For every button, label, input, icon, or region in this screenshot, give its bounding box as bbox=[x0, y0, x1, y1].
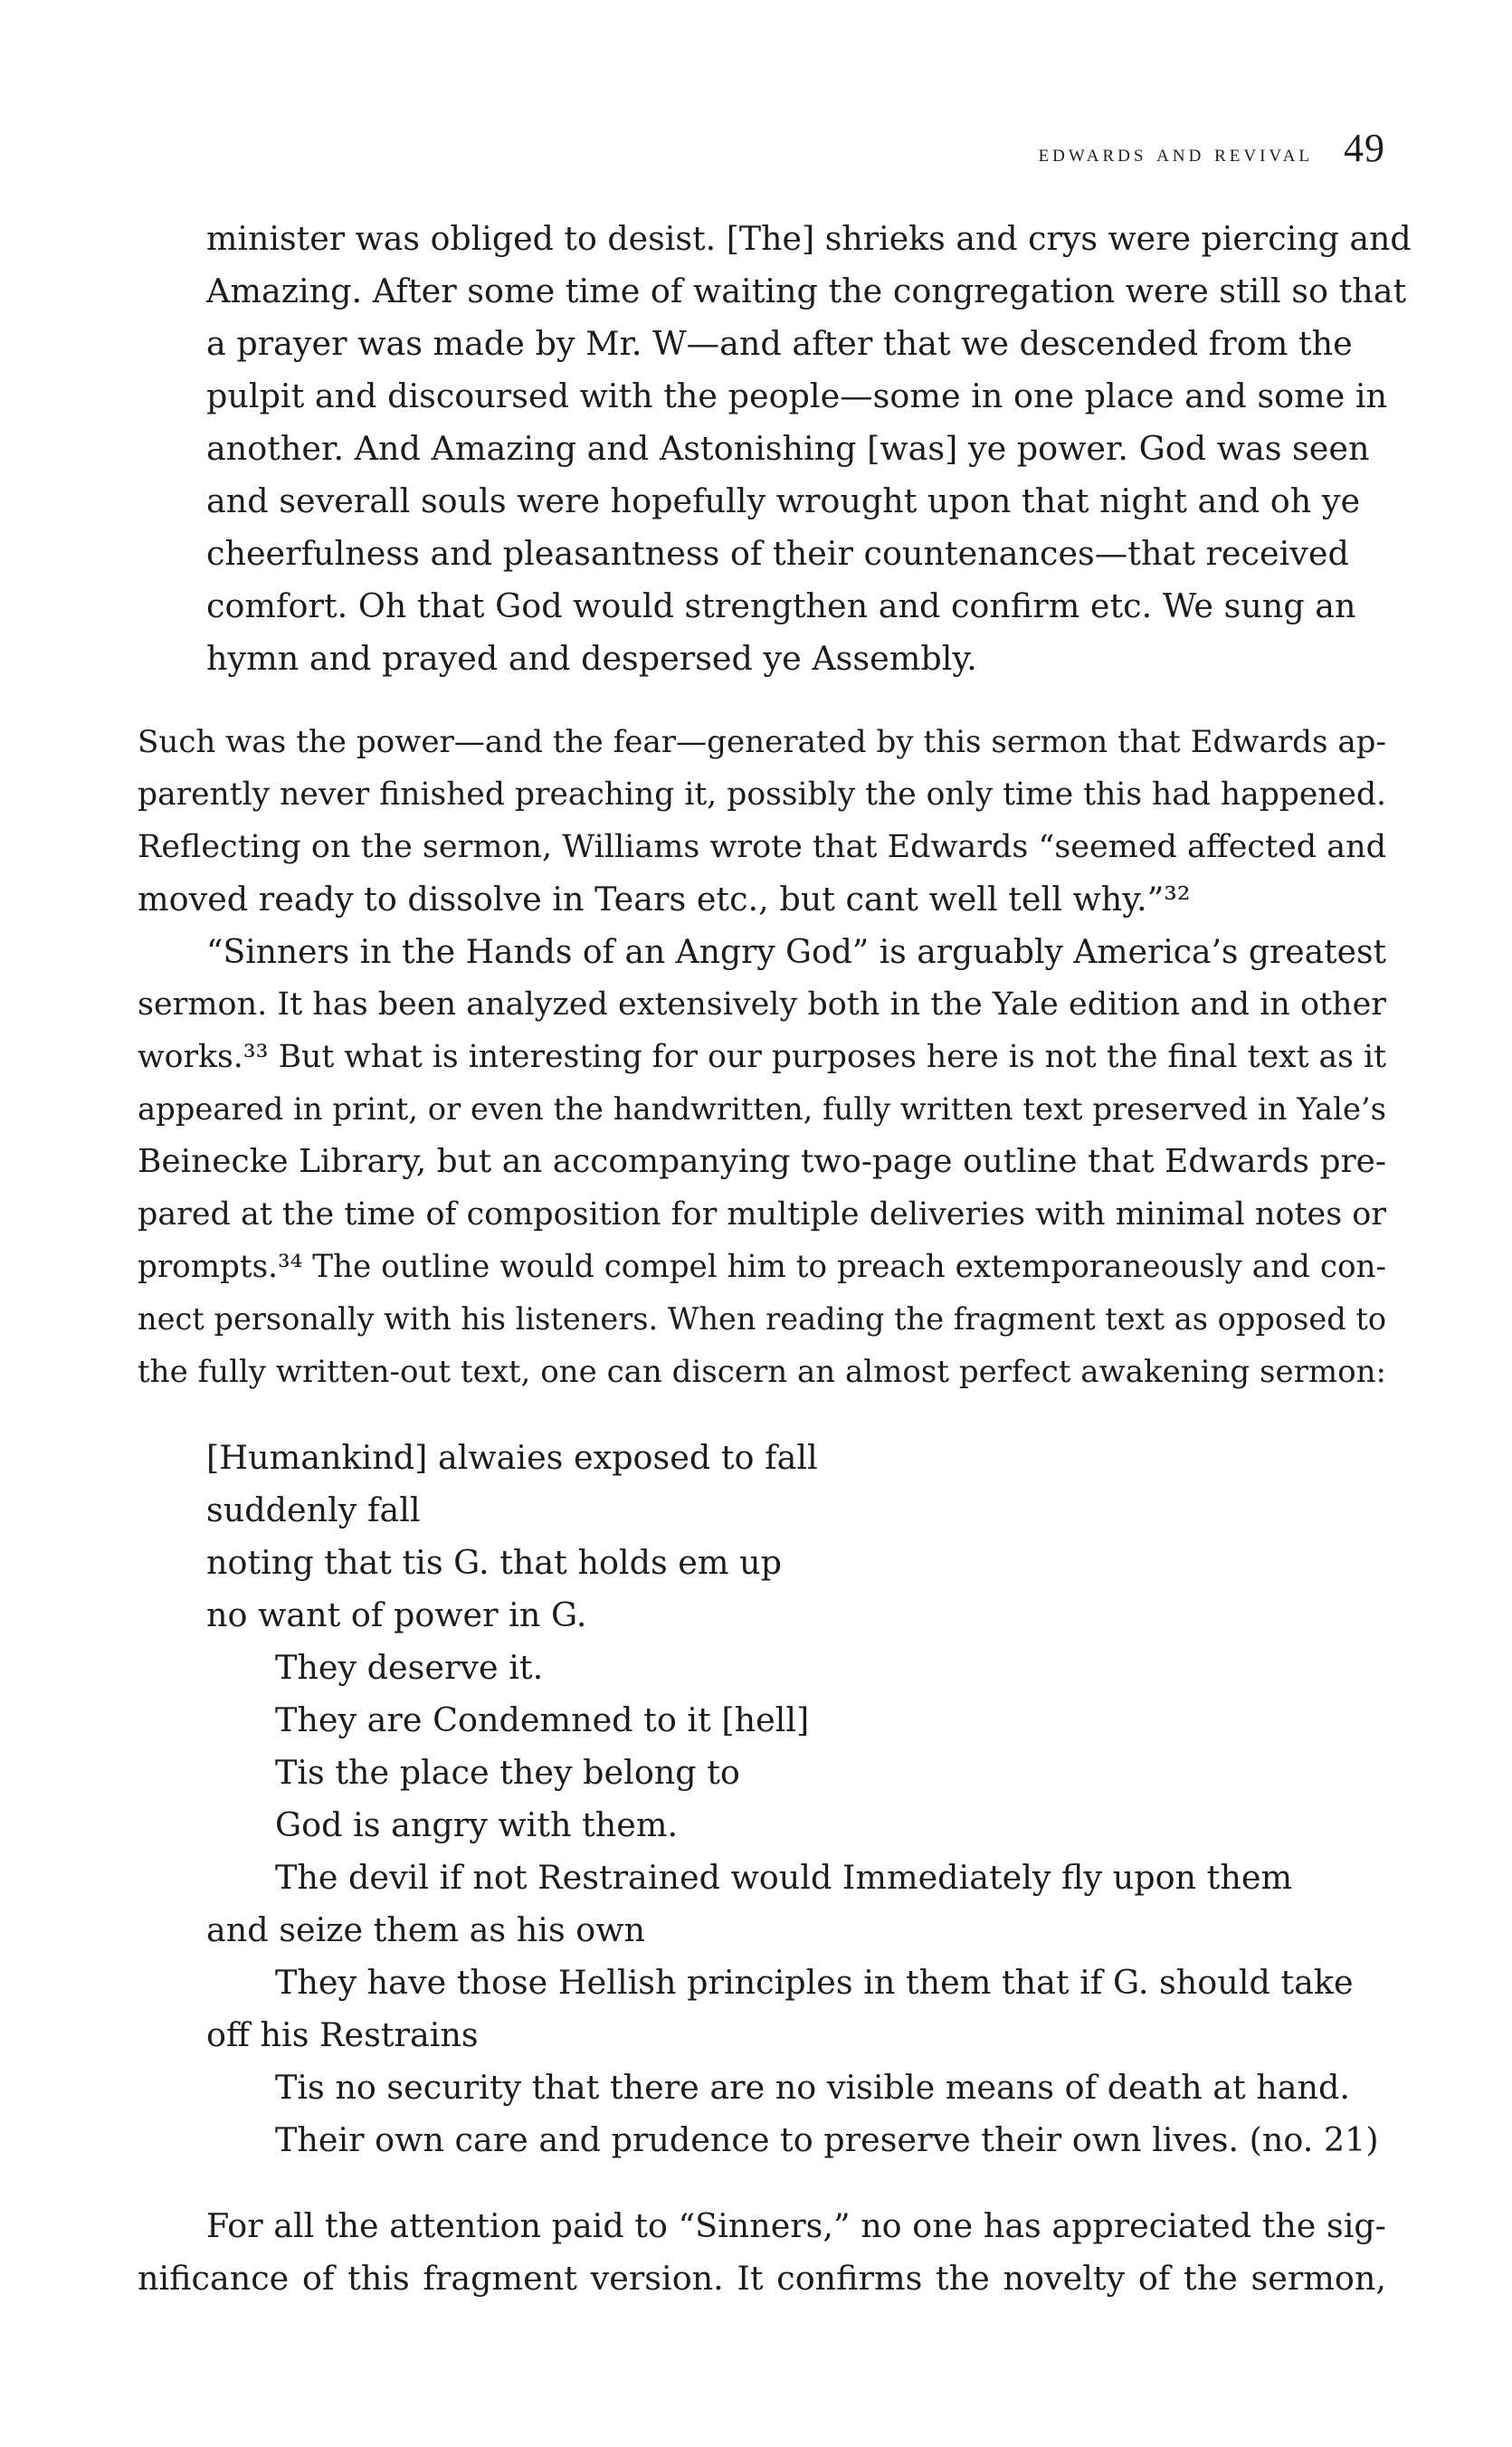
body-line: prompts.³⁴ The outline would compel him to preach extemporaneously and con- bbox=[138, 1249, 1386, 1285]
quote-line: comfort. Oh that God would strengthen and confirm etc. We sung an bbox=[206, 586, 1356, 625]
body-line: appeared in print, or even the handwritten, fully written text preserved in Yale’s bbox=[138, 1091, 1386, 1127]
verse-line: They are Condemned to it [hell] bbox=[275, 1700, 810, 1739]
verse-line: They have those Hellish principles in them that if G. should take bbox=[275, 1963, 1354, 2002]
verse-line: Tis no security that there are no visible means of death at hand. bbox=[275, 2068, 1350, 2107]
running-head bbox=[1039, 125, 1385, 179]
running-title: edwards and revival bbox=[1038, 139, 1313, 167]
body-line: Beinecke Library, but an accompanying two-page outline that Edwards pre- bbox=[138, 1143, 1386, 1180]
body-line: parently never finished preaching it, possibly the only time this had happened. bbox=[138, 776, 1386, 813]
verse-line: The devil if not Restrained would Immediately fly upon them bbox=[275, 1858, 1293, 1897]
verse-line: [Humankind] alwaies exposed to fall bbox=[206, 1438, 818, 1477]
verse-line: suddenly fall bbox=[206, 1490, 421, 1529]
body-line: sermon. It has been analyzed extensively both in the Yale edition and in other bbox=[138, 986, 1386, 1023]
body-line: nificance of this fragment version. It confirms the novelty of the sermon, bbox=[138, 2259, 1386, 2298]
body-line: “Sinners in the Hands of an Angry God” is arguably America’s greatest bbox=[206, 933, 1386, 971]
page-number: 49 bbox=[1344, 126, 1385, 170]
body-line: works.³³ But what is interesting for our purposes here is not the final text as it bbox=[138, 1039, 1386, 1075]
body-line: moved ready to dissolve in Tears etc., but cant well tell why.”³² bbox=[138, 880, 1191, 919]
verse-line: noting that tis G. that holds em up bbox=[206, 1543, 782, 1582]
body-line: nect personally with his listeners. When reading the fragment text as opposed to bbox=[138, 1301, 1387, 1337]
quote-line: minister was obliged to desist. [The] shrieks and crys were piercing and bbox=[206, 219, 1412, 258]
quote-line: and severall souls were hopefully wrought upon that night and oh ye bbox=[206, 481, 1361, 520]
body-line: For all the attention paid to “Sinners,” no one has appreciated the sig- bbox=[206, 2206, 1386, 2245]
body-line: pared at the time of composition for multiple deliveries with minimal notes or bbox=[138, 1196, 1386, 1233]
quote-line: hymn and prayed and despersed ye Assembly. bbox=[206, 639, 977, 678]
quote-line: cheerfulness and pleasantness of their countenances—that received bbox=[206, 534, 1349, 573]
quote-line: Amazing. After some time of waiting the congregation were still so that bbox=[206, 271, 1407, 310]
verse-line: no want of power in G. bbox=[206, 1595, 587, 1634]
verse-line: off his Restrains bbox=[206, 2015, 479, 2054]
quote-line: a prayer was made by Mr. W—and after that we descended from the bbox=[206, 324, 1353, 363]
body-line: Such was the power—and the fear—generated by this sermon that Edwards ap- bbox=[138, 724, 1386, 760]
body-line: the fully written-out text, one can discern an almost perfect awakening sermon: bbox=[138, 1354, 1386, 1390]
verse-line: Tis the place they belong to bbox=[275, 1753, 740, 1792]
quote-line: pulpit and discoursed with the people—some in one place and some in bbox=[206, 376, 1388, 415]
verse-line: They deserve it. bbox=[275, 1648, 544, 1687]
verse-line: Their own care and prudence to preserve their own lives. (no. 21) bbox=[275, 2120, 1379, 2159]
quote-line: another. And Amazing and Astonishing [was] ye power. God was seen bbox=[206, 429, 1370, 468]
verse-line: and seize them as his own bbox=[206, 1910, 645, 1949]
body-line: Reflecting on the sermon, Williams wrote that Edwards “seemed affected and bbox=[138, 829, 1386, 865]
verse-line: God is angry with them. bbox=[275, 1805, 679, 1844]
